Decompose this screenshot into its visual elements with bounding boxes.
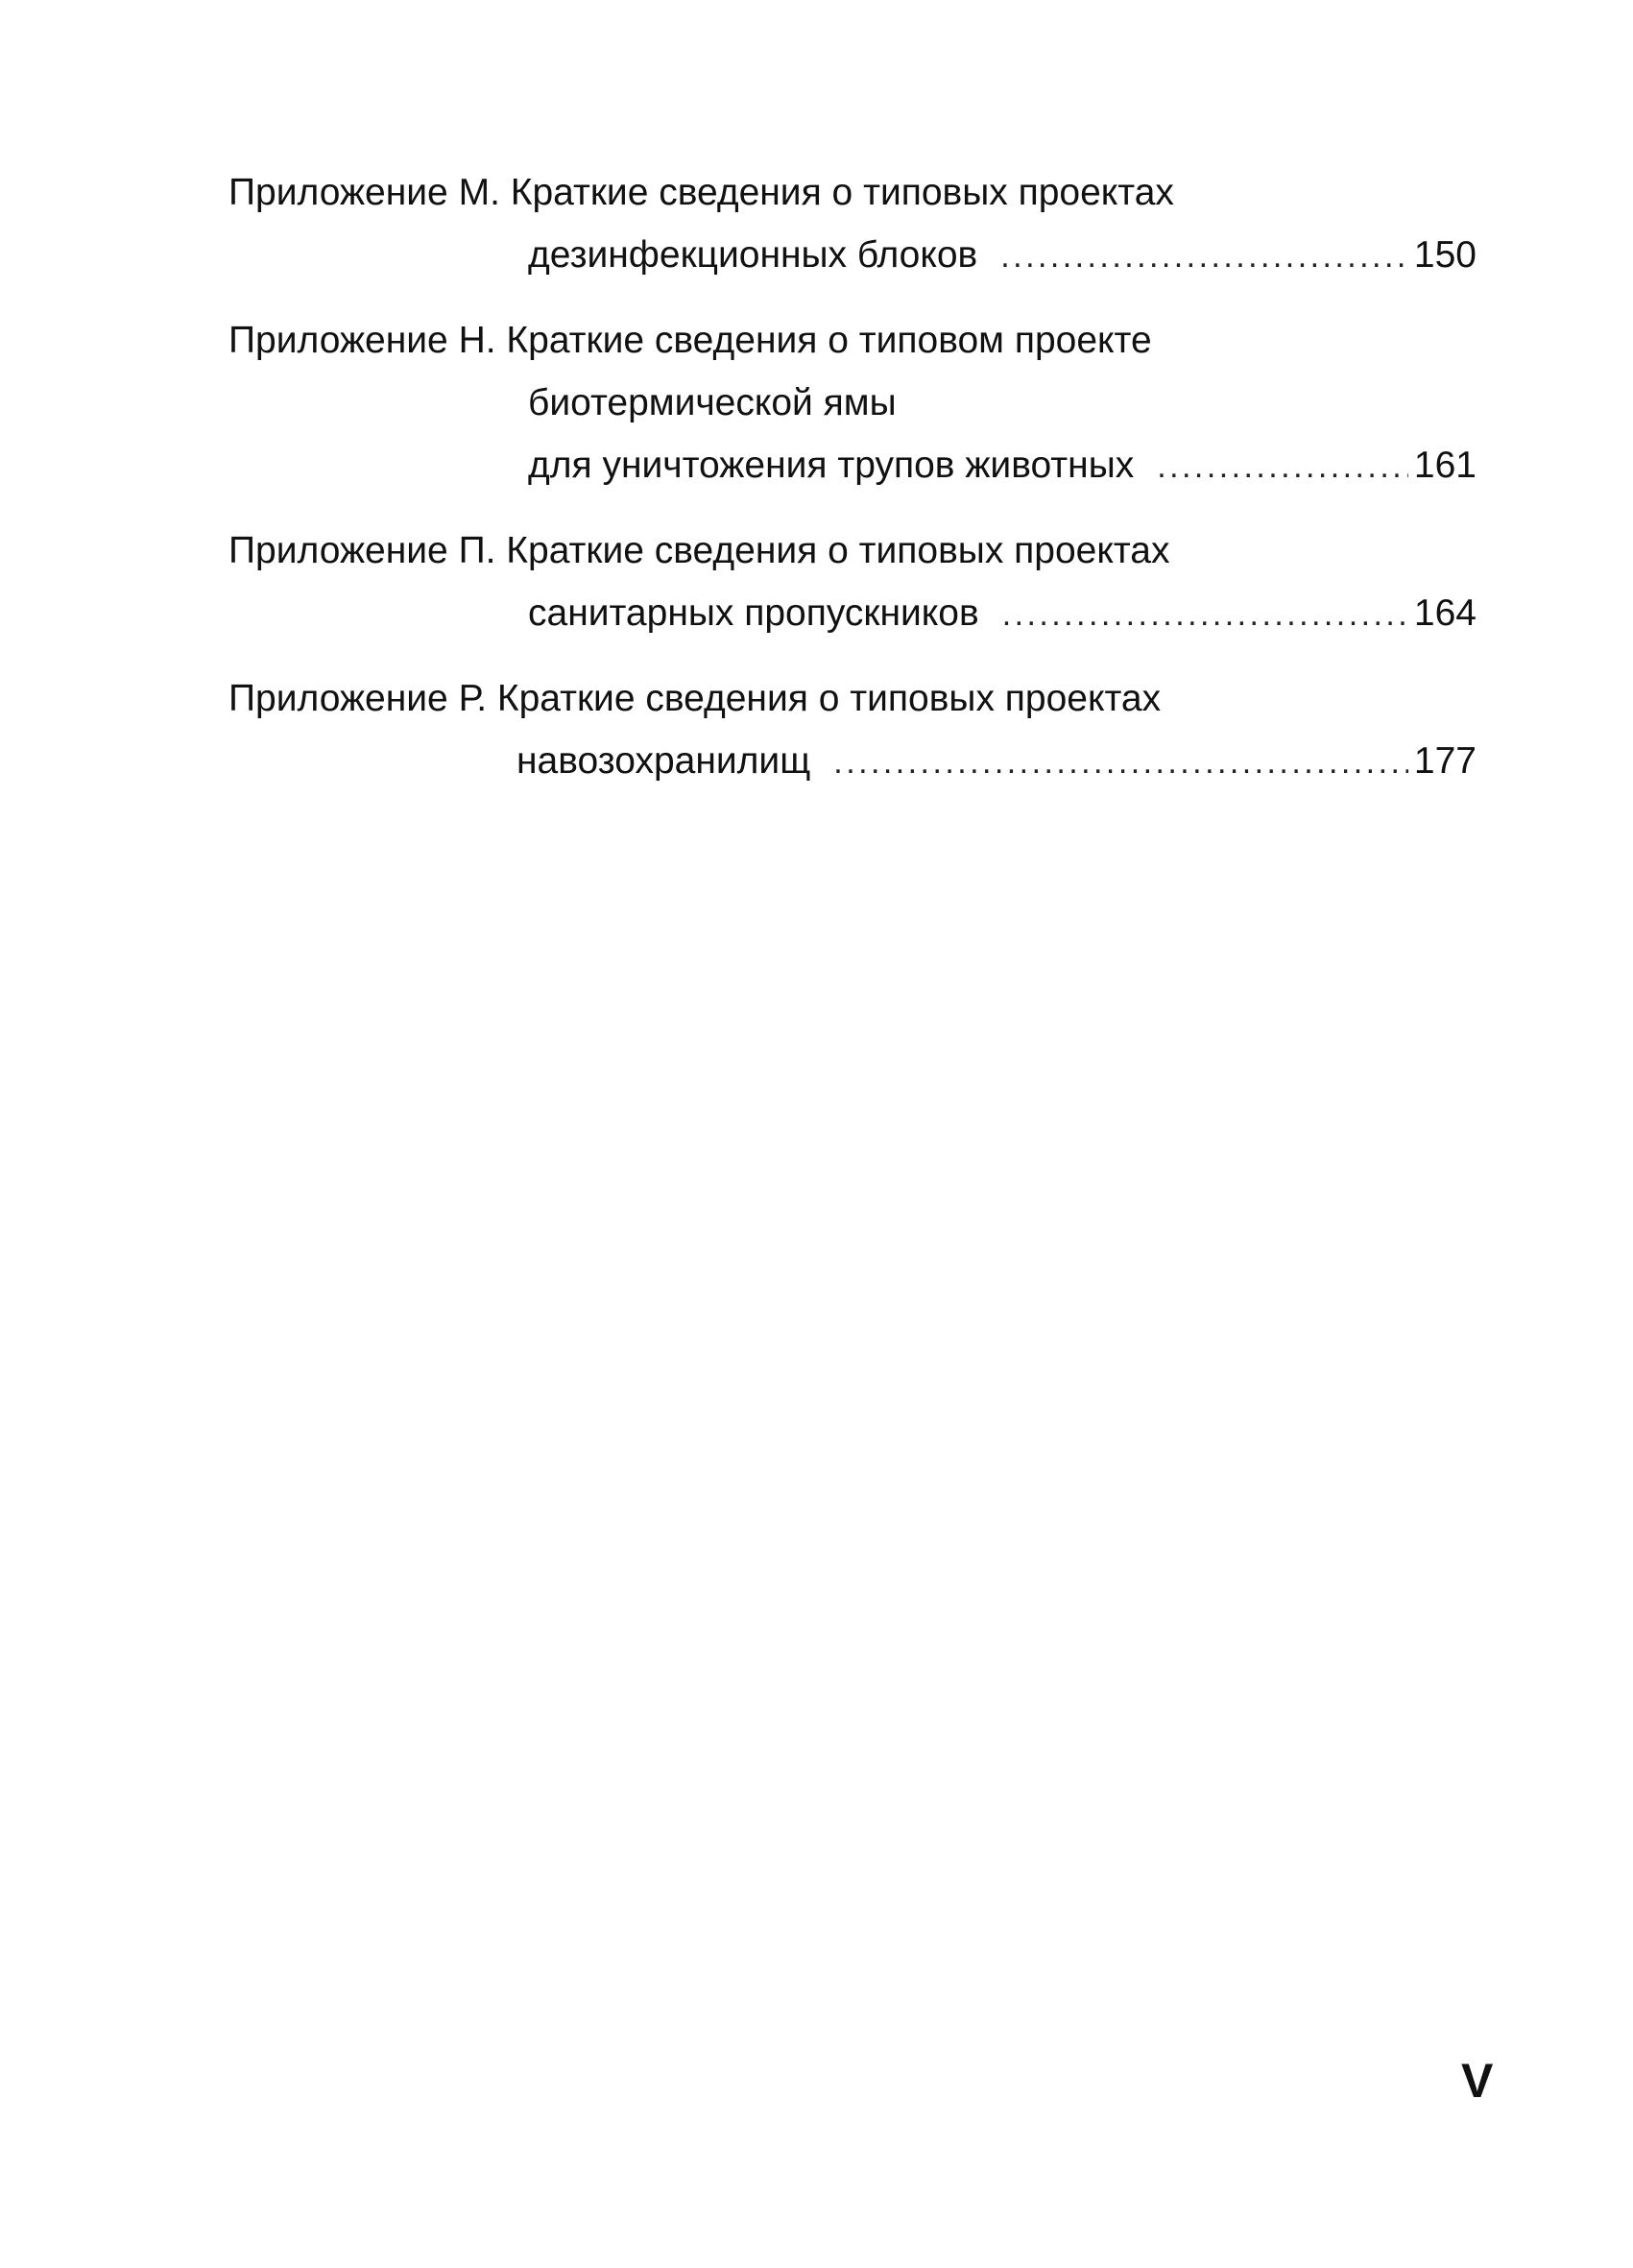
toc-entry-title-continuation: для уничтожения трупов животных bbox=[528, 445, 1135, 486]
toc-entry-title-line bbox=[228, 519, 1477, 582]
toc-entry-appendix-r bbox=[228, 667, 1477, 794]
toc-page-number: 150 bbox=[1413, 234, 1477, 276]
toc-entry-title-continuation: навозохранилищ bbox=[516, 740, 811, 782]
toc-entry-title: Приложение М. Краткие сведения о типовых проектах bbox=[228, 172, 1174, 213]
toc-entry-title-continuation: санитарных пропускников bbox=[528, 592, 979, 634]
dot-leader bbox=[1000, 226, 1408, 288]
table-of-contents bbox=[228, 161, 1477, 815]
toc-entry-last-line bbox=[228, 730, 1477, 794]
toc-entry-appendix-p bbox=[228, 519, 1477, 646]
toc-page-number: 164 bbox=[1413, 592, 1477, 634]
toc-entry-last-line bbox=[228, 582, 1477, 646]
toc-entry-title: Приложение Р. Краткие сведения о типовых проектах bbox=[228, 678, 1162, 719]
toc-entry-title-line bbox=[228, 309, 1477, 372]
dot-leader bbox=[833, 732, 1408, 794]
dot-leader bbox=[1157, 436, 1408, 498]
toc-entry-last-line bbox=[228, 434, 1477, 498]
toc-entry-title-continuation: биотермической ямы bbox=[528, 382, 897, 423]
toc-page-number: 161 bbox=[1413, 445, 1477, 486]
toc-entry-last-line bbox=[228, 224, 1477, 288]
toc-entry-title: Приложение Н. Краткие сведения о типовом проекте bbox=[228, 320, 1152, 361]
toc-entry-appendix-m bbox=[228, 161, 1477, 288]
toc-entry-continuation-line bbox=[228, 372, 1477, 434]
toc-entry-title: Приложение П. Краткие сведения о типовых проектах bbox=[228, 530, 1170, 571]
page-folio: V bbox=[1461, 2054, 1494, 2108]
toc-page-number: 177 bbox=[1413, 740, 1477, 782]
toc-entry-title-line bbox=[228, 161, 1477, 224]
dot-leader bbox=[1002, 584, 1408, 646]
toc-entry-appendix-n bbox=[228, 309, 1477, 498]
toc-entry-title-line bbox=[228, 667, 1477, 730]
toc-entry-title-continuation: дезинфекционных блоков bbox=[528, 234, 978, 276]
